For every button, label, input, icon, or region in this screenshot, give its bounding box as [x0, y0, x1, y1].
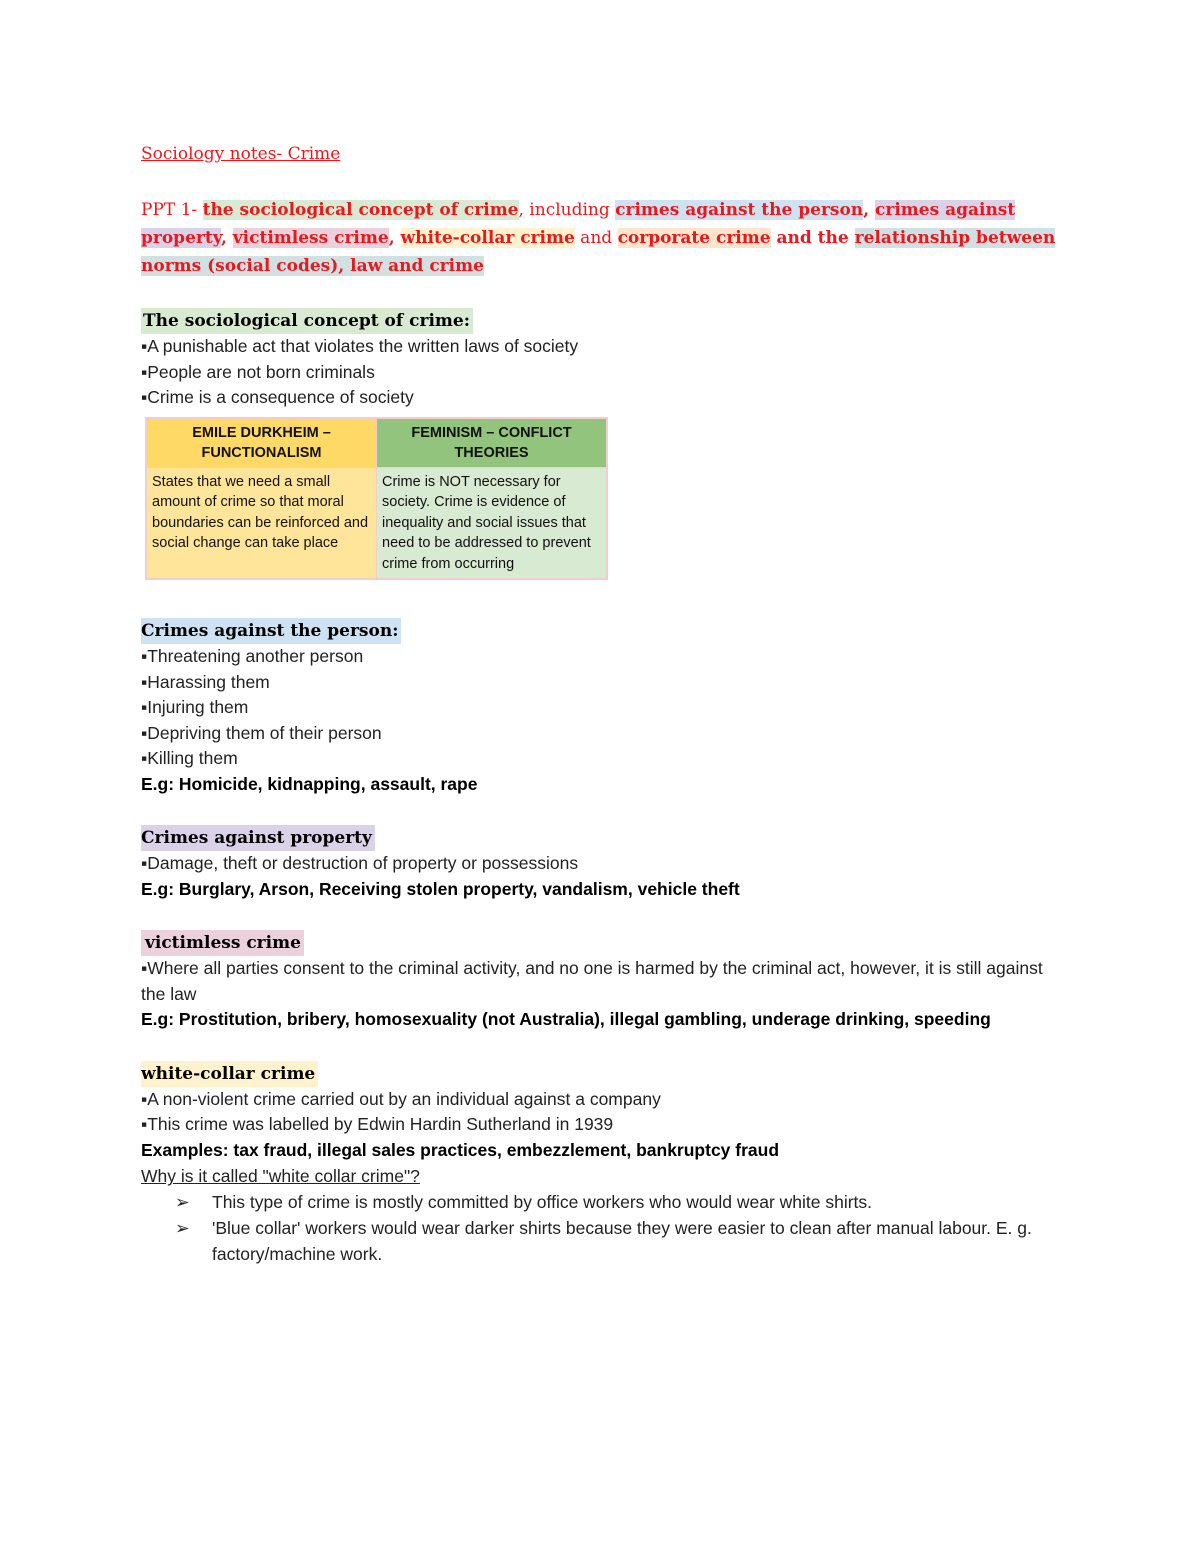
list-item: ▪Injuring them [141, 697, 249, 718]
table-cell-durkheim: States that we need a small amount of crime so that moral boundaries can be reinforced and social change can take place [146, 467, 377, 579]
ppt-topic-relationship: relationship between norms (social codes), law and crime [141, 228, 1056, 276]
list-item: ▪Killing them [141, 748, 238, 769]
section-heading: The sociological concept of crime: [141, 308, 473, 334]
example-text: E.g: Homicide, kidnapping, assault, rape [141, 773, 478, 794]
list-item: ▪Damage, theft or destruction of property or possessions [141, 853, 579, 874]
section-concept [141, 308, 1061, 580]
list-item: ▪Crime is a consequence of society [141, 387, 414, 407]
section-heading: white-collar crime [141, 1061, 318, 1087]
ppt-topic-concept: the sociological concept of crime [202, 200, 519, 220]
list-item: ▪Where all parties consent to the criminal activity, and no one is harmed by the criminal act, however, it is still against the law [141, 958, 1043, 1004]
ppt-summary: PPT 1- the sociological concept of crime, including crimes against the person, crimes against property, victimless crime, white-collar crime and corporate crime and the relationship between norms (social codes), law and crime [141, 200, 1056, 276]
list-item: ▪People are not born criminals [141, 361, 375, 382]
list-item: ▪Harassing them [141, 671, 270, 692]
arrow-bullet-icon: ➢ [175, 1192, 190, 1213]
document-title: Sociology notes- Crime [141, 144, 341, 164]
list-item: ▪This crime was labelled by Edwin Hardin Sutherland in 1939 [141, 1114, 614, 1135]
ppt-prefix: PPT 1- [141, 200, 203, 220]
theory-table [145, 417, 608, 581]
example-text: E.g: Prostitution, bribery, homosexuality (not Australia), illegal gambling, underage drinking, speeding [141, 1009, 991, 1030]
example-text: Examples: tax fraud, illegal sales practices, embezzlement, bankruptcy fraud [141, 1139, 780, 1160]
section-heading: Crimes against the person: [141, 618, 401, 644]
section-property [141, 825, 1061, 902]
ppt-topic-victimless: victimless crime [232, 228, 389, 248]
section-whitecollar [141, 1061, 1061, 1268]
ppt-topic-property: crimes against property [141, 200, 1016, 248]
arrow-bullet-icon: ➢ [175, 1218, 190, 1239]
list-item: ➢ This type of crime is mostly committed by office workers who would wear white shirts. [141, 1189, 1061, 1215]
table-header-feminism: FEMINISM – CONFLICT THEORIES [377, 418, 608, 468]
table-header-durkheim: EMILE DURKHEIM – FUNCTIONALISM [146, 418, 377, 468]
ppt-topic-whitecollar: white-collar crime [400, 228, 575, 248]
question-text: Why is it called "white collar crime"? [141, 1166, 420, 1187]
list-item: ▪A punishable act that violates the written laws of society [141, 336, 579, 356]
list-item: ▪Depriving them of their person [141, 722, 382, 743]
ppt-topic-person: crimes against the person [615, 200, 864, 220]
list-item: ▪A non-violent crime carried out by an individual against a company [141, 1088, 661, 1109]
table-cell-feminism: Crime is NOT necessary for society. Crime is evidence of inequality and social issues that need to be addressed to prevent crime from occurring [377, 467, 608, 579]
section-person [141, 618, 1061, 797]
answer-list [141, 1189, 1061, 1267]
ppt-topic-corporate: corporate crime [617, 228, 771, 248]
section-victimless [141, 930, 1061, 1033]
example-text: E.g: Burglary, Arson, Receiving stolen property, vandalism, vehicle theft [141, 878, 740, 899]
section-heading: victimless crime [141, 930, 304, 956]
list-item: ▪Threatening another person [141, 646, 364, 667]
list-item: ➢ 'Blue collar' workers would wear darker shirts because they were easier to clean after manual labour. E. g. factory/machine work. [141, 1215, 1061, 1267]
section-heading: Crimes against property [141, 825, 375, 851]
document-page [141, 140, 1061, 1267]
